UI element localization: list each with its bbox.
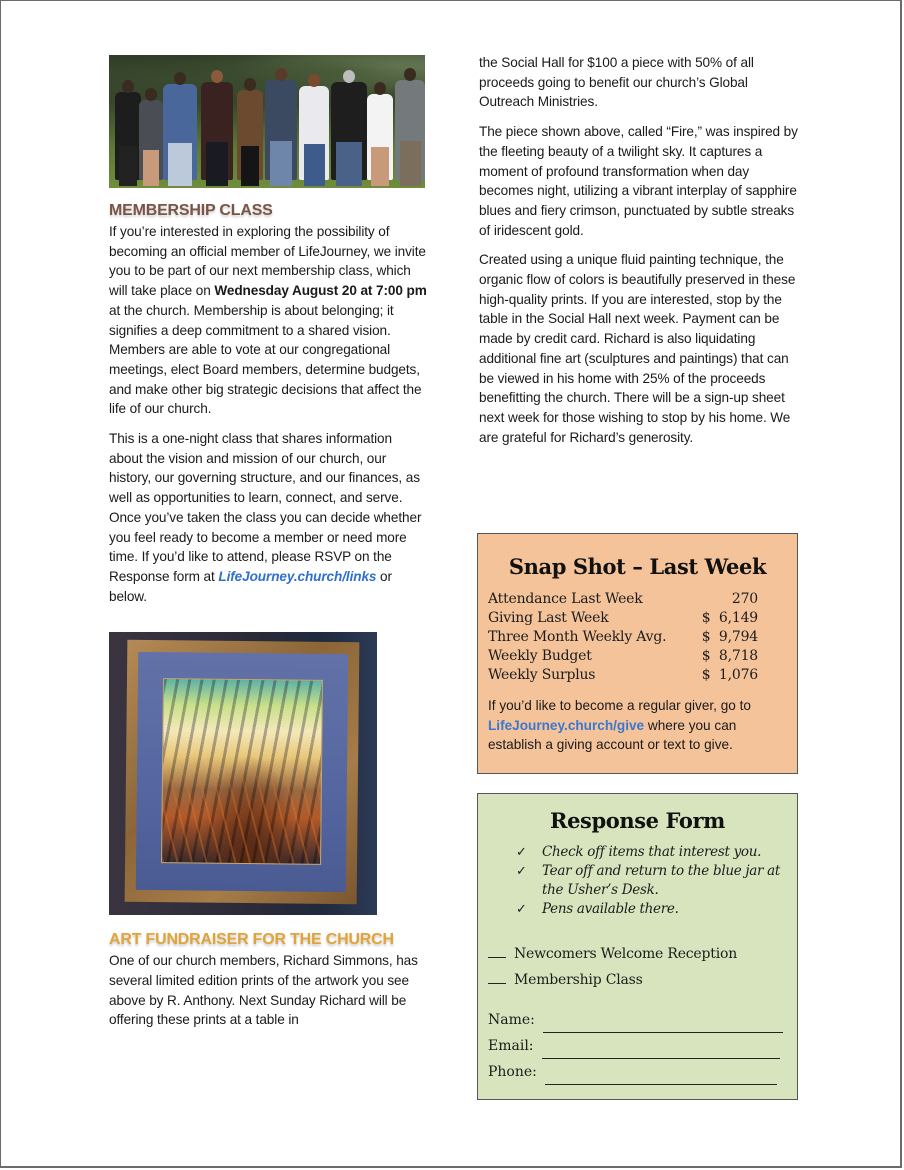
- name-field: [488, 1007, 797, 1033]
- class-date: Wednesday August 20 at 7:00 pm: [214, 283, 427, 299]
- email-field: [488, 1033, 797, 1059]
- email-label: Email:: [488, 1038, 534, 1054]
- checkbox-blank[interactable]: [488, 969, 506, 984]
- person-figure: [115, 92, 141, 180]
- person-figure: [139, 100, 163, 180]
- name-input-line[interactable]: [543, 1016, 783, 1033]
- check-icon: ✓: [516, 902, 527, 917]
- art-paragraph-1-continued: the Social Hall for $100 a piece with 50% of all proceeds going to benefit our church’s Global Outreach Ministries.: [479, 55, 754, 110]
- art-section: [109, 931, 429, 1030]
- snapshot-value: 270: [731, 590, 758, 607]
- email-input-line[interactable]: [542, 1042, 780, 1059]
- snapshot-value: $ 8,718: [701, 647, 758, 664]
- left-column: [109, 55, 429, 1030]
- phone-field: [488, 1059, 797, 1085]
- right-column: [479, 53, 801, 447]
- contact-fields: [488, 1007, 797, 1085]
- art-paragraph-2: The piece shown above, called “Fire,” was inspired by the fleeting beauty of a twilight sky. It captures a moment of profound transformation when day becomes night, utilizing a vibrant interplay of sapphire blues and fiery crimson, punctuated by subtle streaks of iridescent gold.: [479, 124, 798, 238]
- snapshot-table: [488, 589, 758, 684]
- check-icon: ✓: [516, 845, 527, 860]
- snapshot-label: Weekly Budget: [488, 647, 592, 664]
- response-form: [477, 793, 798, 1100]
- phone-input-line[interactable]: [545, 1068, 777, 1085]
- snapshot-label: Attendance Last Week: [488, 590, 643, 607]
- membership-paragraph-2: This is a one-night class that shares information about the vision and mission of our church, our history, our governing structure, and our finances, as well as opportunities to learn, connect, and serve. Once you’ve taken the class you can decide whether you feel ready to become a member or need more time. If you’d like to attend, please RSVP on the Response form at LifeJourney.church/links or below.: [109, 431, 422, 604]
- check-icon: ✓: [516, 864, 527, 879]
- snapshot-label: Three Month Weekly Avg.: [488, 628, 667, 645]
- person-figure: [201, 82, 233, 180]
- snapshot-value: $ 1,076: [701, 666, 758, 683]
- person-figure: [331, 82, 367, 180]
- response-form-title: Response Form: [550, 808, 725, 833]
- instruction-item: ✓ Check off items that interest you.: [516, 844, 762, 860]
- snapshot-row: [488, 589, 758, 608]
- art-paragraph-1: One of our church members, Richard Simmons, has several limited edition prints of the artwork you see above by R. Anthony. Next Sunday Richard will be offering these prints at a table in: [109, 953, 418, 1028]
- snapshot-row: [488, 627, 758, 646]
- picture-frame: [125, 640, 360, 904]
- person-figure: [265, 80, 297, 180]
- name-label: Name:: [488, 1012, 535, 1028]
- interest-options: [488, 941, 797, 993]
- art-heading: ART FUNDRAISER FOR THE CHURCH: [109, 931, 394, 949]
- checkbox-blank[interactable]: [488, 943, 506, 958]
- person-figure: [163, 84, 197, 180]
- instructions-list: [516, 843, 797, 919]
- painting-photo: [109, 632, 377, 915]
- person-figure: [237, 90, 263, 180]
- snapshot-label: Weekly Surplus: [488, 666, 596, 683]
- membership-paragraph-1: If you’re interested in exploring the possibility of becoming an official member of LifeJourney, we invite you to be part of our next membership class, which will take place on Wednesday August 20 at 7:00 pm at the church. Membership is about belonging; it signifies a deep commitment to a shared vision. Members are able to vote at our congregational meetings, elect Board members, determine budgets, and make other big strategic decisions that affect the life of our church.: [109, 224, 427, 417]
- person-figure: [299, 86, 329, 180]
- giving-note: If you’d like to become a regular giver, go to LifeJourney.church/give where you can establish a giving account or text to give.: [488, 698, 751, 752]
- snapshot-title: Snap Shot – Last Week: [508, 554, 767, 579]
- person-figure: [367, 94, 393, 180]
- option-membership-class[interactable]: Membership Class: [488, 967, 797, 993]
- give-url[interactable]: LifeJourney.church/give: [488, 717, 645, 733]
- instruction-item: ✓ Tear off and return to the blue jar at the Usher’s Desk.: [516, 863, 781, 898]
- fire-painting: [161, 679, 323, 866]
- snapshot-value: $ 9,794: [701, 628, 758, 645]
- group-photo: [109, 55, 425, 188]
- snapshot-row: [488, 665, 758, 684]
- membership-heading: MEMBERSHIP CLASS: [109, 202, 273, 219]
- links-url[interactable]: LifeJourney.church/links: [218, 568, 377, 584]
- phone-label: Phone:: [488, 1064, 537, 1080]
- art-paragraph-3: Created using a unique fluid painting technique, the organic flow of colors is beautifully preserved in these high-quality prints. If you are interested, stop by the table in the Social Hall next week. Payment can be made by credit card. Richard is also liquidating additional fine art (sculptures and paintings) that can be viewed in his home with 25% of the proceeds benefitting the church. There will be a sign-up sheet next week for those wishing to stop by his home. We are grateful for Richard’s generosity.: [479, 252, 796, 445]
- instruction-item: ✓ Pens available there.: [516, 901, 679, 917]
- option-newcomers[interactable]: Newcomers Welcome Reception: [488, 941, 797, 967]
- snapshot-row: [488, 646, 758, 665]
- snapshot-box: [477, 533, 798, 774]
- person-figure: [395, 80, 425, 180]
- snapshot-value: $ 6,149: [701, 609, 758, 626]
- snapshot-label: Giving Last Week: [488, 609, 609, 626]
- snapshot-row: [488, 608, 758, 627]
